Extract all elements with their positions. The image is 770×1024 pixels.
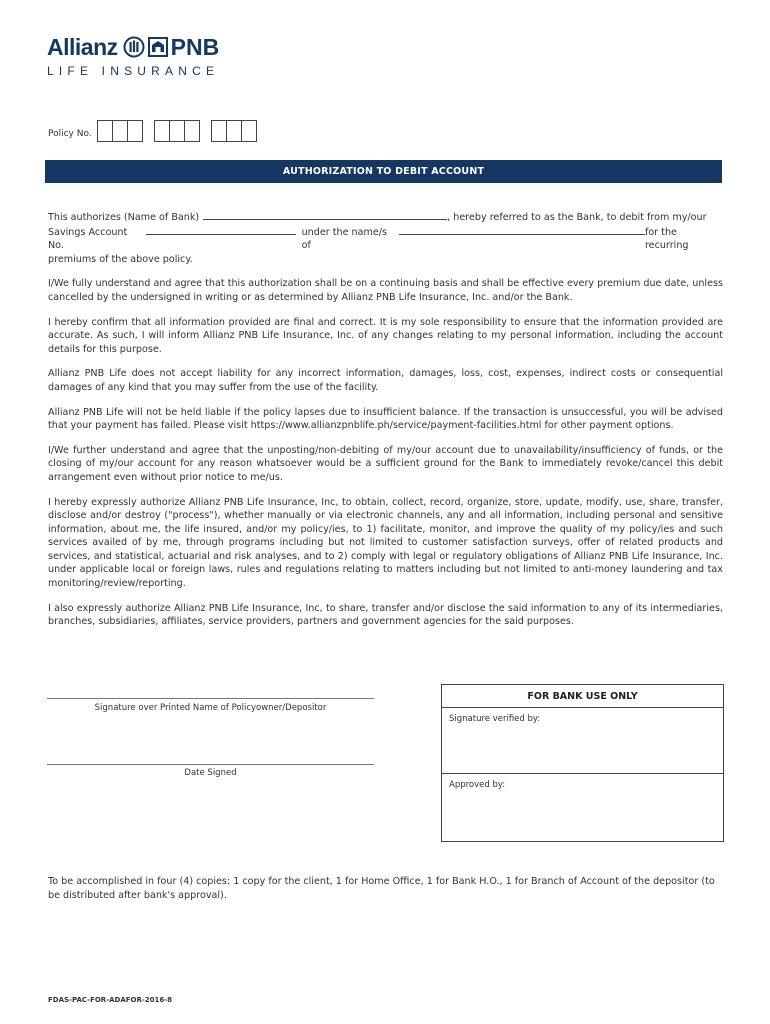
intro-line-2 [48,225,723,253]
form-title-bar: AUTHORIZATION TO DEBIT ACCOUNT [45,160,722,183]
signature-label: Signature over Printed Name of Policyowner/Depositor [94,703,327,713]
policy-digit-box[interactable] [169,120,185,142]
logo-tagline: LIFE INSURANCE [47,64,220,78]
policy-number-group-2[interactable] [155,120,200,142]
intro-line-3: premiums of the above policy. [48,253,193,265]
intro-bank-label: This authorizes (Name of Bank) [48,212,200,223]
policy-digit-box[interactable] [127,120,143,142]
paragraph-lapse: Allianz PNB Life will not be held liable if the policy lapses due to insufficient balance. If the transaction is unsuccessful, you will be advised that your payment has failed. Please visit https://www.allianzpnblife.ph/service/payment-facilities.html for other payment options. [48,406,723,432]
pnb-emblem-icon [148,36,168,58]
bank-use-title: FOR BANK USE ONLY [442,685,723,708]
paragraph-unposting: I/We further understand and agree that the unposting/non-debiting of my/our account due to unavailability/insufficiency of funds, or the closing of my/our account for any reason whatsoever would be a sufficient ground for the Bank to immediately revoke/cancel this debit arrangement even without prior notice to me/us. [48,444,723,483]
policy-digit-box[interactable] [112,120,128,142]
logo-partner-name: PNB [170,33,220,60]
copies-note: To be accomplished in four (4) copies: 1 copy for the client, 1 for Home Office, 1 for Bank H.O., 1 for Branch of Account of the depositor (to be distributed after bank's approval). [48,876,715,901]
allianz-eagle-icon [123,36,145,58]
policy-digit-box[interactable] [241,120,257,142]
bank-use-box [441,684,724,842]
paragraph-data-processing: I hereby expressly authorize Allianz PNB Life Insurance, Inc, to obtain, collect, record, organize, store, update, modify, use, share, transfer, disclose and/or destroy ("process"), whether manually or via electronic channels, any and all information, including personal and sensitive information, about me, the life insured, and/or my policy/ies, to 1) facilitate, monitor, and improve the quality of my policy/ies and such services availed of by me, through programs including but not limited to customer satisfaction surveys, offer of related products and services, and statistical, actuarial and risk analyses, and to 2) comply with legal or regulatory obligations of Allianz PNB Life Insurance, Inc. under applicable local or foreign laws, rules and regulations relating to matters including but not limited to anti-money laundering and tax monitoring/review/reporting. [48,496,723,590]
approved-by-label: Approved by: [449,780,506,790]
intro-referred-text: , hereby referred to as the Bank, to debit from my/our [447,212,707,223]
bank-name-input[interactable] [203,210,447,220]
policy-digit-box[interactable] [226,120,242,142]
signature-verified-cell[interactable] [442,708,723,774]
logo-brand-name: Allianz [47,33,118,60]
policy-number-field [48,120,269,142]
intro-name-label: under the name/s of [301,226,387,252]
approved-by-cell[interactable] [442,774,723,840]
policy-digit-box[interactable] [154,120,170,142]
signature-line[interactable] [47,698,374,699]
paragraph-liability: Allianz PNB Life does not accept liability for any incorrect information, damages, loss, cost, expenses, indirect costs or consequential damages of any kind that you may suffer from the use of the facility. [48,368,723,393]
date-signed-label: Date Signed [184,768,237,778]
policy-digit-box[interactable] [97,120,113,142]
policy-number-label: Policy No. [48,129,92,139]
paragraph-data-sharing: I also expressly authorize Allianz PNB Life Insurance, Inc, to share, transfer and/or disclose the said information to any of its intermediaries, branches, subsidiaries, affiliates, service providers, partners and government agencies for the said purposes. [48,602,723,628]
intro-recurring-text: for the recurring [644,226,689,252]
policy-number-group-3[interactable] [212,120,257,142]
intro-account-label: Savings Account No. [48,226,128,252]
date-signed-line[interactable] [47,764,374,765]
account-name-input[interactable] [399,225,645,235]
policy-digit-box[interactable] [211,120,227,142]
company-logo [47,34,247,82]
intro-line-1 [48,210,723,225]
authorization-text [48,210,723,640]
paragraph-confirmation: I hereby confirm that all information provided are final and correct. It is my sole responsibility to ensure that the information provided are accurate. As such, I will inform Allianz PNB Life Insurance, Inc. of any changes relating to my personal information, including the account details for this purpose. [48,316,723,355]
signature-verified-label: Signature verified by: [449,714,541,724]
form-code: FDAS-PAC-FOR-ADAFOR-2016-8 [48,996,173,1004]
paragraph-continuing-basis: I/We fully understand and agree that this authorization shall be on a continuing basis and shall be effective every premium due date, unless cancelled by the undersigned in writing or as determined by Allianz PNB Life Insurance, Inc. and/or the Bank. [48,278,723,303]
policy-digit-box[interactable] [184,120,200,142]
savings-account-input[interactable] [146,225,296,235]
policy-number-group-1[interactable] [98,120,143,142]
